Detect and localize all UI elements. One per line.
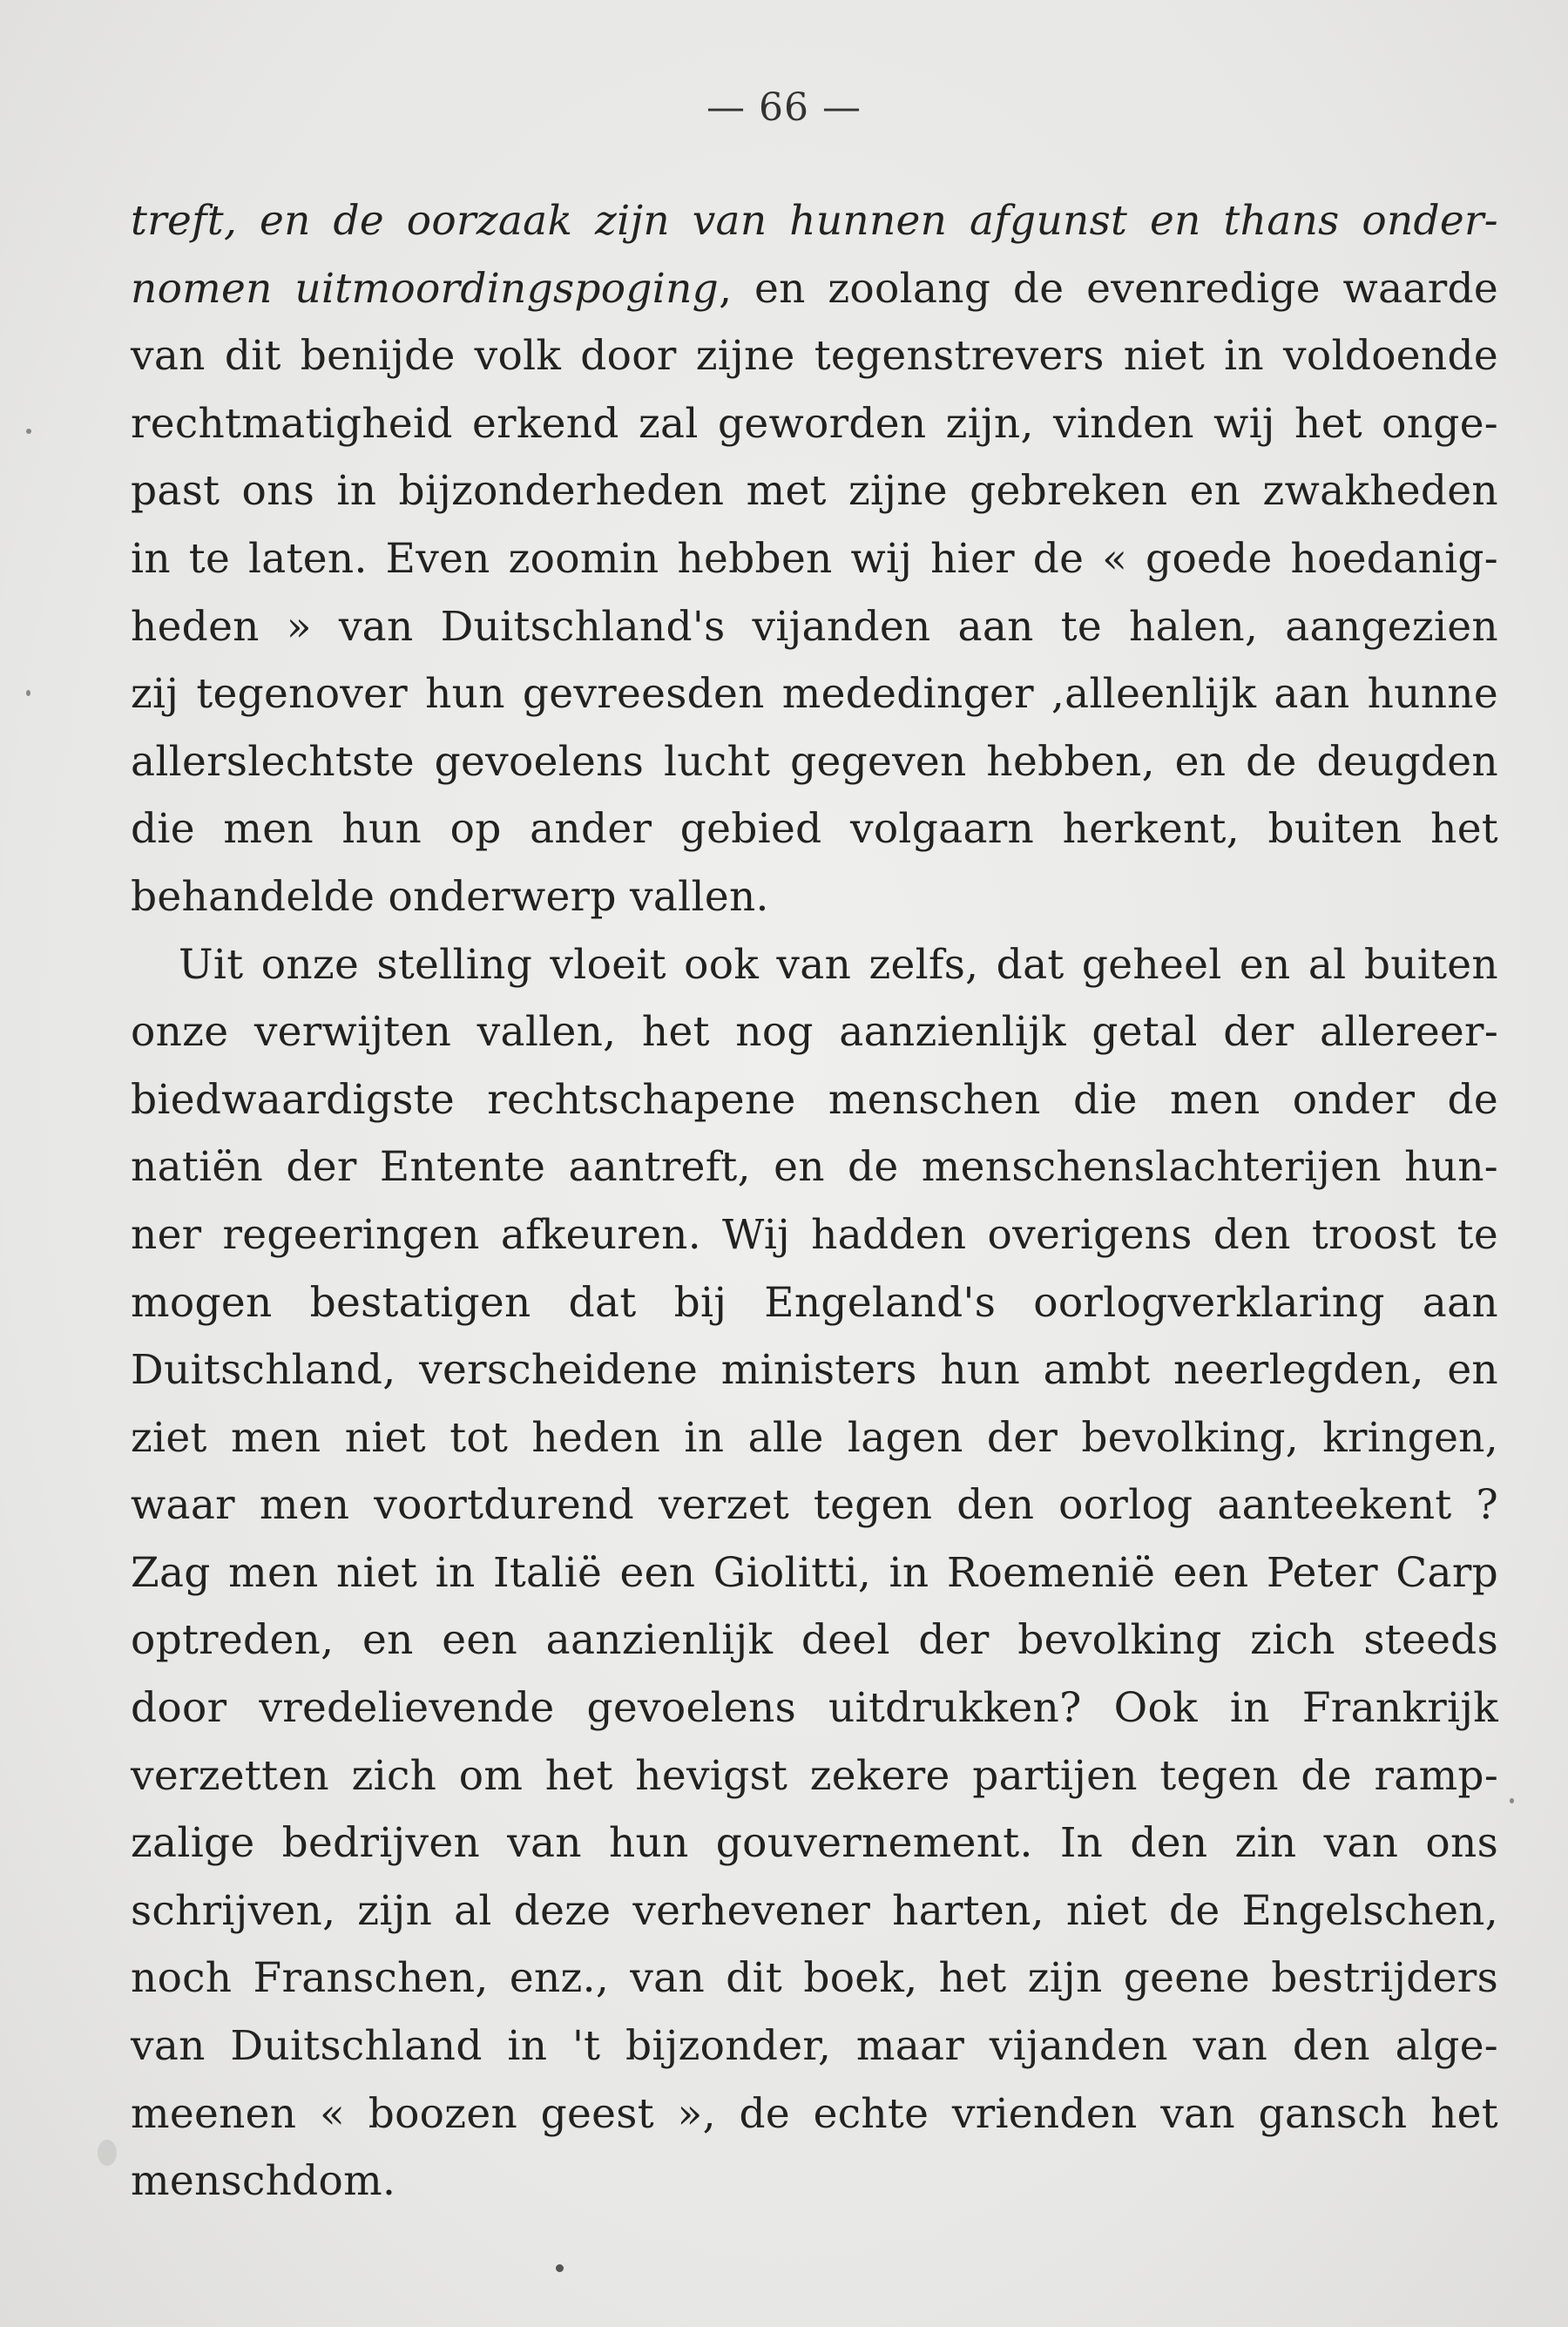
line-text: zij tegenover hun gevreesden mededinger ,alleenlijk aan hunne xyxy=(131,670,1498,719)
scan-speck xyxy=(556,2264,564,2272)
line-text: waar men voortdurend verzet tegen den oorlog aanteekent ? xyxy=(131,1481,1498,1530)
line-text: in te laten. Even zoomin hebben wij hier de « goede hoedanig- xyxy=(131,534,1498,583)
line-text: menschdom. xyxy=(131,2157,396,2206)
text-line xyxy=(131,728,1498,796)
page-number: — 66 — xyxy=(706,85,862,130)
text-line xyxy=(131,322,1498,390)
text-line xyxy=(131,1201,1498,1269)
line-text: rechtmatigheid erkend zal geworden zijn, vinden wij het onge- xyxy=(131,399,1498,448)
text-line xyxy=(131,1133,1498,1201)
line-text: past ons in bijzonderheden met zijne gebreken en zwakheden xyxy=(131,467,1498,516)
text-line xyxy=(131,1539,1498,1607)
text-line xyxy=(131,1877,1498,1945)
line-text: door vredelievende gevoelens uitdrukken? Ook in Frankrijk xyxy=(131,1684,1498,1733)
text-line xyxy=(131,931,1498,999)
line-text: ner regeeringen afkeuren. Wij hadden overigens den troost te xyxy=(131,1210,1498,1259)
scan-speck xyxy=(26,690,30,696)
text-line xyxy=(131,1742,1498,1810)
line-text: zalige bedrijven van hun gouvernement. In den zin van ons xyxy=(131,1819,1498,1868)
text-line xyxy=(131,593,1498,661)
text-line xyxy=(131,1471,1498,1539)
line-text: van Duitschland in 't bijzonder, maar vijanden van den alge- xyxy=(131,2022,1498,2071)
body-text xyxy=(131,187,1498,2215)
text-line xyxy=(131,1066,1498,1134)
line-text: Duitschland, verscheidene ministers hun ambt neerlegden, en xyxy=(131,1346,1498,1395)
line-text: ziet men niet tot heden in alle lagen der bevolking, kringen, xyxy=(131,1413,1498,1462)
line-text: mogen bestatigen dat bij Engeland's oorlogverklaring aan xyxy=(131,1278,1498,1327)
text-line xyxy=(131,525,1498,593)
line-text: heden » van Duitschland's vijanden aan te halen, aangezien xyxy=(131,602,1498,651)
line-text: natiën der Entente aantreft, en de menschenslachterijen hun- xyxy=(131,1143,1498,1192)
text-line xyxy=(131,1336,1498,1404)
scan-speck xyxy=(98,2140,117,2166)
text-line xyxy=(131,1404,1498,1472)
text-line xyxy=(131,457,1498,525)
text-line xyxy=(131,660,1498,728)
line-text: allerslechtste gevoelens lucht gegeven hebben, en de deugden xyxy=(131,737,1498,786)
italic-text: nomen uitmoordingspoging xyxy=(131,264,720,313)
scan-speck xyxy=(1510,1798,1514,1803)
text-line xyxy=(131,1269,1498,1337)
italic-text: treft, en de oorzaak zijn van hunnen afgunst en thans onder- xyxy=(131,197,1498,245)
text-line xyxy=(131,390,1498,458)
text-line xyxy=(131,795,1498,863)
text-line xyxy=(131,187,1498,255)
text-line xyxy=(131,1945,1498,2012)
line-text: optreden, en een aanzienlijk deel der bevolking zich steeds xyxy=(131,1616,1498,1665)
line-text: verzetten zich om het hevigst zekere partijen tegen de ramp- xyxy=(131,1751,1498,1800)
line-text: , en zoolang de evenredige waarde xyxy=(719,264,1498,313)
text-line xyxy=(131,1810,1498,1877)
text-line xyxy=(131,863,1498,931)
text-line xyxy=(131,2080,1498,2148)
text-line xyxy=(131,2148,1498,2215)
text-line xyxy=(131,1674,1498,1742)
text-line xyxy=(131,998,1498,1066)
line-text: behandelde onderwerp vallen. xyxy=(131,872,769,921)
text-line xyxy=(131,1607,1498,1674)
line-text: biedwaardigste rechtschapene menschen die men onder de xyxy=(131,1075,1498,1124)
line-text: schrijven, zijn al deze verhevener harten, niet de Engelschen, xyxy=(131,1886,1498,1935)
text-line xyxy=(131,2012,1498,2080)
line-text: onze verwijten vallen, het nog aanzienlijk getal der allereer- xyxy=(131,1008,1498,1057)
line-text: van dit benijde volk door zijne tegenstrevers niet in voldoende xyxy=(131,332,1498,381)
line-text: Uit onze stelling vloeit ook van zelfs, dat geheel en al buiten xyxy=(179,940,1498,989)
line-text: die men hun op ander gebied volgaarn herkent, buiten het xyxy=(131,805,1498,854)
text-line xyxy=(131,255,1498,323)
line-text: noch Franschen, enz., van dit boek, het zijn geene bestrijders xyxy=(131,1954,1498,2003)
scan-speck xyxy=(26,429,31,434)
line-text: meenen « boozen geest », de echte vrienden van gansch het xyxy=(131,2089,1498,2138)
line-text: Zag men niet in Italië een Giolitti, in Roemenië een Peter Carp xyxy=(131,1548,1498,1597)
